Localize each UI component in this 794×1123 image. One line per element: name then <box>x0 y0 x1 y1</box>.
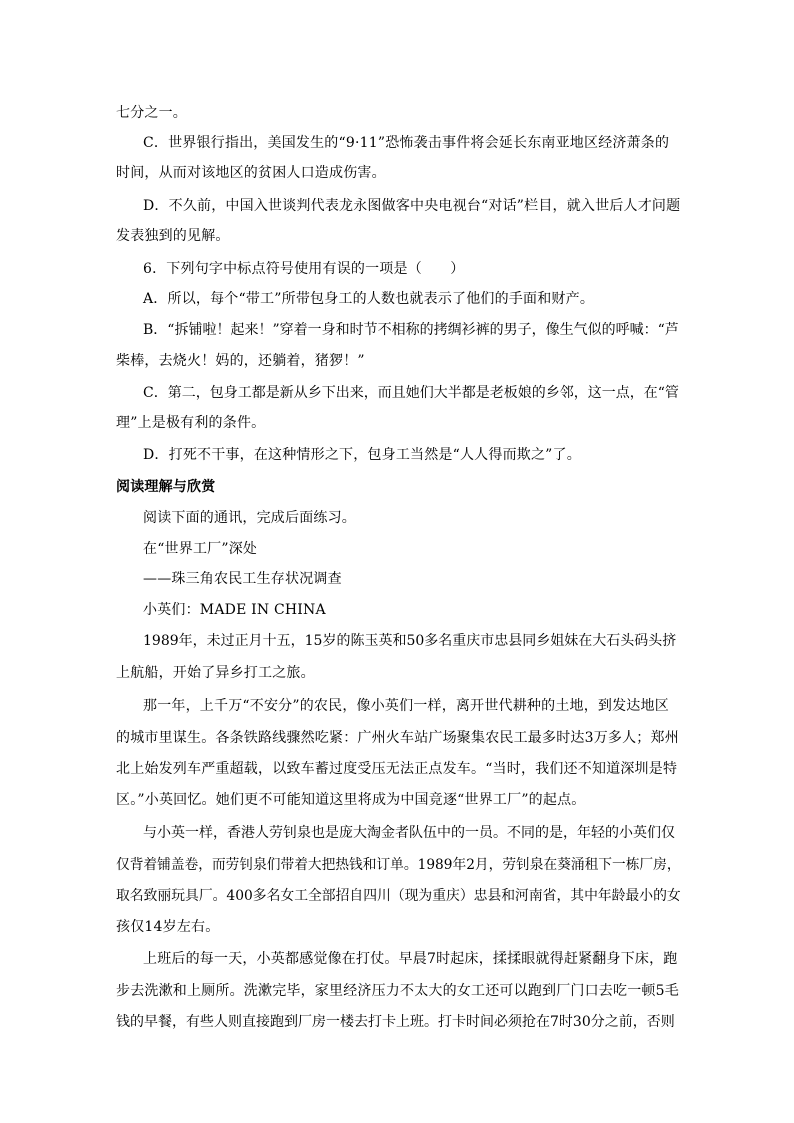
paragraph-line: 1989年，未过正月十五，15岁的陈玉英和50多名重庆市忠县同乡姐妹在大石头码头挤 <box>143 633 677 649</box>
text-line: 柴棒，去烧火！妈的，还躺着，猪猡！” <box>116 353 365 369</box>
question-6: 6．下列句字中标点符号使用有误的一项是（ ） <box>143 261 465 277</box>
option-a-line: A．所以，每个“带工”所带包身工的人数也就表示了他们的手面和财产。 <box>143 291 595 307</box>
paragraph-line: 孩仅14岁左右。 <box>116 919 220 935</box>
text-line: 理”上是极有利的条件。 <box>116 415 266 431</box>
option-c-line: C．第二，包身工都是新从乡下出来，而且她们大半都是老板娘的乡邻，这一点，在“管 <box>143 385 679 401</box>
paragraph-line: 那一年，上千万“不安分”的农民，像小英们一样，离开世代耕种的土地，到发达地区 <box>143 698 669 714</box>
paragraph-line: 取名致丽玩具厂。400多名女工全部招自四川（现为重庆）忠县和河南省，其中年龄最小的女 <box>116 888 681 904</box>
paragraph-line: 仅背着铺盖卷，而劳钊泉们带着大把热钱和订单。1989年2月，劳钊泉在葵涌租下一栋厂房， <box>116 857 681 873</box>
option-c-line: C．世界银行指出，美国发生的“9·11”恐怖袭击事件将会延长东南亚地区经济萧条的 <box>143 135 670 151</box>
article-title: 在“世界工厂”深处 <box>143 541 258 557</box>
article-section-heading: 小英们：MADE IN CHINA <box>143 602 326 618</box>
text-line: 七分之一。 <box>116 105 187 121</box>
article-subtitle: ——珠三角农民工生存状况调查 <box>143 571 342 587</box>
paragraph-line: 与小英一样，香港人劳钊泉也是庞大淘金者队伍中的一员。不同的是，年轻的小英们仅 <box>143 825 675 841</box>
text-line: 时间，从而对该地区的贫困人口造成伤害。 <box>116 165 386 181</box>
paragraph-line: 区。”小英回忆。她们更不可能知道这里将成为中国竞逐“世界工厂”的起点。 <box>116 792 586 808</box>
paragraph-line: 上班后的每一天，小英都感觉像在打仗。早晨7时起床，揉揉眼就得赶紧翻身下床，跑 <box>143 951 678 967</box>
section-heading: 阅读理解与欣赏 <box>116 479 216 495</box>
option-d-line: D．打死不干事，在这种情形之下，包身工当然是“人人得而欺之”了。 <box>143 447 581 463</box>
paragraph-line: 步去洗漱和上厕所。洗漱完毕，家里经济压力不太大的女工还可以跑到厂门口去吃一顿5毛 <box>116 983 679 999</box>
option-b-line: B．“拆铺啦！起来！”穿着一身和时节不相称的拷绸衫裤的男子，像生气似的呼喊：“芦 <box>143 322 679 338</box>
paragraph-line: 北上始发列车严重超载，以致车蓄过度受压无法正点发车。“当时，我们还不知道深圳是特 <box>116 761 678 777</box>
paragraph-line: 钱的早餐，有些人则直接跑到厂房一楼去打卡上班。打卡时间必须抢在7时30分之前，否则 <box>116 1014 675 1030</box>
option-d-line: D．不久前，中国入世谈判代表龙永图做客中央电视台“对话”栏目，就入世后人才问题 <box>143 198 681 214</box>
text-line: 发表独到的见解。 <box>116 228 230 244</box>
paragraph-line: 上航船，开始了异乡打工之旅。 <box>116 665 315 681</box>
instruction-line: 阅读下面的通讯，完成后面练习。 <box>143 510 356 526</box>
paragraph-line: 的城市里谋生。各条铁路线骤然吃紧：广州火车站广场聚集农民工最多时达3万多人；郑州 <box>116 730 679 746</box>
